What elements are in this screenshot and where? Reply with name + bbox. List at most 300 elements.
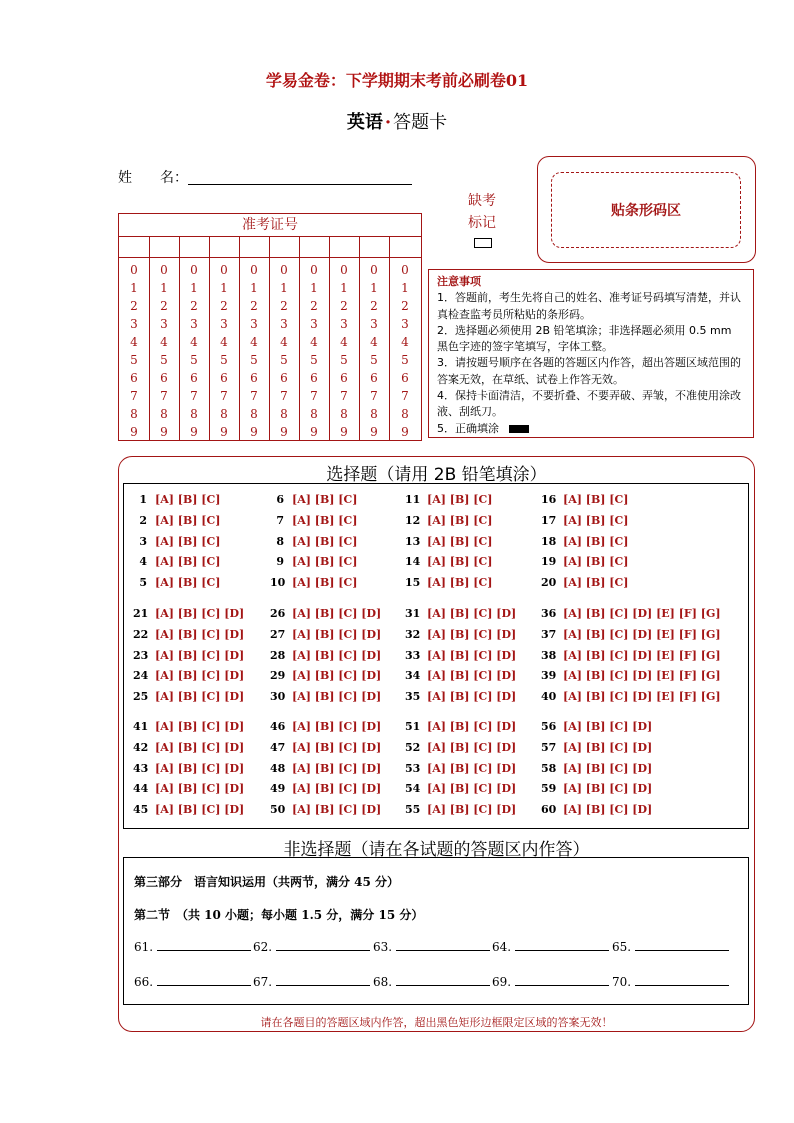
mc-question[interactable] (270, 782, 381, 795)
exam-id-digit[interactable]: 9 (370, 425, 378, 439)
exam-id-digit[interactable]: 2 (190, 299, 198, 313)
mc-question[interactable] (405, 720, 516, 733)
exam-id-digit[interactable]: 0 (160, 263, 168, 277)
exam-id-digit[interactable]: 7 (280, 389, 288, 403)
note-item (437, 421, 745, 437)
mc-question[interactable] (541, 555, 628, 568)
mc-question[interactable] (405, 535, 492, 548)
question-number: 11 (405, 493, 421, 506)
exam-id-digit[interactable]: 6 (280, 371, 288, 385)
answer-options[interactable]: [A] [B] [C] [D] (292, 782, 382, 796)
exam-id-digit-box[interactable] (119, 236, 149, 258)
question-number: 42 (133, 740, 149, 754)
exam-id-digit[interactable]: 8 (250, 407, 258, 421)
answer-options[interactable]: [A] [B] [C] [D] (292, 648, 382, 662)
exam-id-digits (149, 258, 179, 441)
answer-options[interactable]: [A] [B] [C] (427, 576, 493, 590)
mc-question[interactable] (270, 649, 381, 662)
exam-id-digit-box[interactable] (179, 236, 209, 258)
mc-question[interactable] (133, 535, 220, 548)
absent-mark-label (462, 190, 502, 234)
answer-options[interactable]: [A] [B] [C] (427, 493, 493, 506)
exam-id-digit-box[interactable] (239, 236, 269, 258)
question-number: 27 (270, 627, 286, 641)
exam-id-digit[interactable]: 0 (130, 263, 138, 277)
exam-id-digit[interactable]: 9 (250, 425, 258, 439)
mc-question[interactable] (405, 514, 492, 527)
exam-id-digit[interactable]: 8 (310, 407, 318, 421)
answer-options[interactable]: [A] [B] [C] [D] (563, 761, 653, 775)
absent-checkbox[interactable] (474, 238, 492, 248)
exam-id-column[interactable] (389, 236, 421, 440)
exam-id-digit[interactable]: 7 (220, 389, 228, 403)
blank-line[interactable] (276, 985, 370, 986)
answer-options[interactable]: [A] [B] [C] (292, 513, 358, 527)
blank-number: 67. (253, 975, 273, 989)
exam-id-digit[interactable]: 1 (370, 281, 378, 295)
mc-question[interactable] (270, 514, 357, 527)
mc-question[interactable] (270, 803, 381, 816)
answer-options[interactable]: [A] [B] [C] (563, 555, 629, 569)
exam-id-digit[interactable]: 0 (401, 263, 409, 277)
exam-id-column[interactable] (359, 236, 390, 440)
exam-id-digit[interactable]: 9 (280, 425, 288, 439)
mc-question[interactable] (541, 803, 652, 816)
answer-options[interactable]: [A] [B] [C] [D] (292, 740, 382, 754)
exam-id-digit[interactable]: 4 (250, 335, 258, 349)
question-number: 49 (270, 782, 286, 796)
exam-id-digit[interactable]: 7 (190, 389, 198, 403)
exam-id-digit[interactable]: 6 (310, 371, 318, 385)
exam-id-digit[interactable]: 2 (250, 299, 258, 313)
mc-question[interactable] (133, 555, 220, 568)
mc-question[interactable] (270, 535, 357, 548)
exam-id-digit[interactable]: 1 (130, 281, 138, 295)
blank-line[interactable] (635, 950, 729, 951)
mc-question[interactable] (405, 576, 492, 589)
exam-id-column[interactable] (209, 236, 240, 440)
exam-id-digit[interactable]: 2 (370, 299, 378, 313)
exam-id-digit[interactable]: 1 (280, 281, 288, 295)
question-number: 22 (133, 627, 149, 641)
answer-options[interactable]: [A] [B] [C] (563, 493, 629, 506)
answer-options[interactable]: [A] [B] [C] (292, 493, 358, 506)
question-number: 55 (405, 803, 421, 817)
answer-options[interactable]: [A] [B] [C] (155, 555, 221, 569)
question-number: 56 (541, 720, 557, 733)
exam-id-digit[interactable]: 9 (130, 425, 138, 439)
answer-options[interactable]: [A] [B] [C] [D] (155, 607, 245, 620)
section-two-heading: 第二节 （共 10 小题；每小题 1.5 分，满分 15 分） (134, 908, 424, 922)
blank-number: 62. (253, 940, 273, 954)
answer-options[interactable]: [A] [B] [C] (155, 493, 221, 506)
question-number: 48 (270, 761, 286, 775)
exam-id-digit[interactable]: 0 (340, 263, 348, 277)
answer-options[interactable]: [A] [B] [C] [D] (563, 740, 653, 754)
mc-question[interactable] (133, 803, 244, 816)
exam-id-digit[interactable]: 5 (160, 353, 168, 367)
blank-answer-item (253, 940, 370, 954)
mc-question[interactable] (405, 690, 516, 703)
mc-question[interactable] (405, 649, 516, 662)
answer-options[interactable]: [A] [B] [C] [D] (292, 669, 382, 683)
exam-id-digit[interactable]: 7 (130, 389, 138, 403)
exam-id-digit[interactable]: 4 (160, 335, 168, 349)
exam-id-digit[interactable]: 5 (340, 353, 348, 367)
answer-options[interactable]: [A] [B] [C] [D] (427, 669, 517, 683)
answer-options[interactable]: [A] [B] [C] [D] (427, 720, 517, 733)
exam-id-digit[interactable]: 8 (401, 407, 409, 421)
mc-question[interactable] (405, 803, 516, 816)
exam-id-digits (239, 258, 269, 441)
mc-question[interactable] (405, 762, 516, 775)
answer-options[interactable]: [A] [B] [C] [D] [E] [F] [G] (563, 669, 721, 683)
answer-options[interactable]: [A] [B] [C] [D] (427, 607, 517, 620)
answer-options[interactable]: [A] [B] [C] [D] (292, 607, 382, 620)
question-number: 9 (276, 555, 284, 569)
mc-question[interactable] (133, 493, 220, 506)
exam-id-digit[interactable]: 2 (130, 299, 138, 313)
mc-question[interactable] (541, 741, 652, 754)
exam-id-digits (209, 258, 239, 441)
exam-id-column[interactable] (149, 236, 180, 440)
exam-id-digit[interactable]: 8 (160, 407, 168, 421)
mc-question[interactable] (405, 555, 492, 568)
mc-question[interactable] (405, 669, 516, 682)
exam-id-digit[interactable]: 3 (130, 317, 138, 331)
answer-options[interactable]: [A] [B] [C] (427, 513, 493, 527)
note-item-text: 5．正确填涂 (437, 421, 499, 435)
answer-options[interactable]: [A] [B] [C] [D] (427, 782, 517, 796)
exam-id-digit[interactable]: 8 (220, 407, 228, 421)
exam-id-title: 准考证号 (119, 214, 421, 237)
mc-question[interactable] (541, 493, 628, 506)
mc-section-title: 选择题（请用 2B 铅笔填涂） (326, 465, 547, 485)
answer-options[interactable]: [A] [B] [C] [D] [E] [F] [G] (563, 627, 721, 641)
mc-question[interactable] (541, 649, 721, 662)
exam-id-digit[interactable]: 2 (160, 299, 168, 313)
exam-id-digit[interactable]: 1 (401, 281, 409, 295)
exam-id-digit[interactable]: 3 (310, 317, 318, 331)
blank-line[interactable] (515, 950, 609, 951)
exam-id-digit[interactable]: 9 (220, 425, 228, 439)
exam-id-digit-box[interactable] (389, 236, 421, 258)
exam-id-digit[interactable]: 3 (370, 317, 378, 331)
mc-question[interactable] (270, 762, 381, 775)
blank-line[interactable] (635, 985, 729, 986)
exam-id-digit-box[interactable] (269, 236, 299, 258)
question-number: 53 (405, 761, 421, 775)
exam-id-digit[interactable]: 4 (401, 335, 409, 349)
exam-id-digit[interactable]: 2 (401, 299, 409, 313)
exam-id-digits (179, 258, 209, 441)
answer-options[interactable]: [A] [B] [C] [D] (155, 740, 245, 754)
answer-options[interactable]: [A] [B] [C] [D] (427, 803, 517, 817)
exam-id-digit[interactable]: 1 (190, 281, 198, 295)
mc-question[interactable] (270, 493, 357, 506)
question-number: 19 (541, 555, 557, 569)
exam-id-digit[interactable]: 8 (190, 407, 198, 421)
answer-options[interactable]: [A] [B] [C] [D] (427, 627, 517, 641)
exam-id-digit[interactable]: 5 (220, 353, 228, 367)
blank-answer-item (612, 940, 729, 954)
exam-id-column[interactable] (299, 236, 330, 440)
question-number: 25 (133, 690, 149, 704)
exam-id-digit[interactable]: 9 (160, 425, 168, 439)
mc-question[interactable] (133, 607, 244, 620)
exam-id-digit[interactable]: 5 (190, 353, 198, 367)
answer-options[interactable]: [A] [B] [C] [D] [E] [F] [G] (563, 690, 721, 704)
mc-question[interactable] (405, 741, 516, 754)
exam-id-digit[interactable]: 4 (370, 335, 378, 349)
exam-id-digit[interactable]: 7 (250, 389, 258, 403)
question-number: 18 (541, 534, 557, 548)
blank-line[interactable] (157, 950, 251, 951)
mc-question[interactable] (270, 669, 381, 682)
exam-id-digit[interactable]: 7 (370, 389, 378, 403)
exam-id-digit[interactable]: 6 (190, 371, 198, 385)
mc-question[interactable] (541, 628, 721, 641)
question-number: 1 (139, 493, 147, 506)
exam-id-digit[interactable]: 8 (280, 407, 288, 421)
mc-question[interactable] (133, 628, 244, 641)
question-number: 35 (405, 690, 421, 704)
mc-question[interactable] (133, 782, 244, 795)
exam-id-column[interactable] (329, 236, 360, 440)
exam-id-digit[interactable]: 3 (160, 317, 168, 331)
mc-question[interactable] (541, 576, 628, 589)
question-number: 34 (405, 669, 421, 683)
question-number: 4 (139, 555, 147, 569)
answer-options[interactable]: [A] [B] [C] [D] (427, 740, 517, 754)
exam-id-digit[interactable]: 6 (220, 371, 228, 385)
blank-number: 70. (612, 975, 632, 989)
answer-options[interactable]: [A] [B] [C] (155, 576, 221, 590)
blank-line[interactable] (157, 985, 251, 986)
answer-options[interactable]: [A] [B] [C] (155, 513, 221, 527)
exam-id-digit[interactable]: 3 (190, 317, 198, 331)
answer-options[interactable]: [A] [B] [C] (563, 513, 629, 527)
exam-id-digit[interactable]: 5 (250, 353, 258, 367)
answer-options[interactable]: [A] [B] [C] [D] (292, 690, 382, 704)
exam-id-column[interactable] (239, 236, 270, 440)
mc-question[interactable] (541, 535, 628, 548)
answer-options[interactable]: [A] [B] [C] [D] (292, 720, 382, 733)
answer-options[interactable]: [A] [B] [C] (292, 534, 358, 548)
exam-id-digit[interactable]: 8 (340, 407, 348, 421)
exam-id-digit[interactable]: 4 (130, 335, 138, 349)
mc-question[interactable] (270, 690, 381, 703)
exam-id-digit[interactable]: 1 (310, 281, 318, 295)
exam-id-digit[interactable]: 3 (340, 317, 348, 331)
exam-id-digit[interactable]: 6 (370, 371, 378, 385)
blank-line[interactable] (276, 950, 370, 951)
exam-id-digit[interactable]: 5 (280, 353, 288, 367)
exam-id-digit[interactable]: 5 (370, 353, 378, 367)
mc-question[interactable] (133, 720, 244, 733)
blank-number: 61. (134, 940, 154, 954)
exam-id-digit[interactable]: 0 (310, 263, 318, 277)
exam-id-digit-box[interactable] (329, 236, 359, 258)
exam-id-digit[interactable]: 0 (280, 263, 288, 277)
question-number: 41 (133, 720, 149, 733)
answer-options[interactable]: [A] [B] [C] [D] (155, 669, 245, 683)
answer-options[interactable]: [A] [B] [C] [D] (563, 720, 653, 733)
mc-question[interactable] (270, 607, 381, 620)
mc-question[interactable] (133, 514, 220, 527)
footer-warning: 请在各题目的答题区域内作答，超出黑色矩形边框限定区域的答案无效！ (260, 1016, 613, 1029)
mc-question[interactable] (541, 607, 721, 620)
mc-question[interactable] (405, 493, 492, 506)
question-number: 38 (541, 648, 557, 662)
exam-id-column[interactable] (119, 236, 150, 440)
mc-question[interactable] (541, 514, 628, 527)
mc-question[interactable] (270, 741, 381, 754)
question-number: 32 (405, 627, 421, 641)
exam-id-digit[interactable]: 5 (401, 353, 409, 367)
exam-id-digit[interactable]: 0 (250, 263, 258, 277)
main-title: 学易金卷：下学期期末考前必刷卷01 (265, 71, 529, 90)
mc-question[interactable] (270, 555, 357, 568)
mc-question[interactable] (405, 782, 516, 795)
exam-id-digit[interactable]: 9 (401, 425, 409, 439)
answer-options[interactable]: [A] [B] [C] [D] (155, 690, 245, 704)
exam-id-digit[interactable]: 2 (220, 299, 228, 313)
exam-id-digit[interactable]: 3 (220, 317, 228, 331)
question-number: 26 (270, 607, 286, 620)
answer-options[interactable]: [A] [B] [C] [D] (292, 803, 382, 817)
exam-id-digit[interactable]: 6 (130, 371, 138, 385)
exam-id-digit[interactable]: 3 (250, 317, 258, 331)
mc-question[interactable] (133, 649, 244, 662)
answer-options[interactable]: [A] [B] [C] [D] (292, 761, 382, 775)
mc-question[interactable] (133, 690, 244, 703)
exam-id-digit[interactable]: 7 (340, 389, 348, 403)
exam-id-digit[interactable]: 1 (220, 281, 228, 295)
mc-question[interactable] (541, 782, 652, 795)
answer-options[interactable]: [A] [B] [C] [D] (563, 782, 653, 796)
mc-question[interactable] (133, 576, 220, 589)
exam-id-digit[interactable]: 3 (401, 317, 409, 331)
exam-id-digit[interactable]: 1 (340, 281, 348, 295)
mc-question[interactable] (405, 607, 516, 620)
exam-id-digit[interactable]: 8 (130, 407, 138, 421)
exam-id-digit[interactable]: 1 (250, 281, 258, 295)
exam-id-digit[interactable]: 4 (310, 335, 318, 349)
exam-id-digit[interactable]: 5 (130, 353, 138, 367)
answer-options[interactable]: [A] [B] [C] (427, 534, 493, 548)
mc-question[interactable] (270, 576, 357, 589)
exam-id-digit[interactable]: 2 (310, 299, 318, 313)
mc-question[interactable] (270, 720, 381, 733)
mc-question[interactable] (133, 741, 244, 754)
exam-id-digit[interactable]: 0 (190, 263, 198, 277)
mc-question[interactable] (541, 720, 652, 733)
name-field[interactable] (188, 184, 412, 185)
exam-id-digit[interactable]: 9 (190, 425, 198, 439)
exam-id-column[interactable] (179, 236, 210, 440)
exam-id-digit-box[interactable] (209, 236, 239, 258)
blank-line[interactable] (396, 985, 490, 986)
note-item: 1．答题前，考生先将自己的姓名、准考证号码填写清楚，并认真检查监考员所粘贴的条形码。 (437, 291, 741, 321)
answer-options[interactable]: [A] [B] [C] [D] (427, 690, 517, 704)
question-number: 16 (541, 493, 557, 506)
answer-options[interactable]: [A] [B] [C] (292, 555, 358, 569)
mc-question[interactable] (133, 762, 244, 775)
exam-id-digit[interactable]: 6 (340, 371, 348, 385)
answer-options[interactable]: [A] [B] [C] [D] (155, 720, 245, 733)
note-item: 3．请按题号顺序在各题的答题区内作答，超出答题区域范围的答案无效，在草纸、试卷上作答无效。 (437, 356, 741, 386)
answer-options[interactable]: [A] [B] [C] [D] (155, 627, 245, 641)
exam-id-column[interactable] (269, 236, 300, 440)
exam-id-digit[interactable]: 7 (401, 389, 409, 403)
blank-line[interactable] (396, 950, 490, 951)
exam-id-digit[interactable]: 5 (310, 353, 318, 367)
exam-id-digit[interactable]: 6 (401, 371, 409, 385)
exam-id-digit[interactable]: 4 (280, 335, 288, 349)
exam-id-digit-box[interactable] (149, 236, 179, 258)
exam-id-digit-box[interactable] (359, 236, 389, 258)
exam-id-digit[interactable]: 0 (220, 263, 228, 277)
exam-id-digit[interactable]: 4 (220, 335, 228, 349)
exam-id-digit[interactable]: 6 (160, 371, 168, 385)
mc-question[interactable] (405, 628, 516, 641)
answer-options[interactable]: [A] [B] [C] (563, 576, 629, 590)
exam-id-digit[interactable]: 4 (340, 335, 348, 349)
exam-id-digit[interactable]: 9 (310, 425, 318, 439)
answer-options[interactable]: [A] [B] [C] [D] (155, 782, 245, 796)
answer-options[interactable]: [A] [B] [C] [D] (292, 627, 382, 641)
exam-id-digit[interactable]: 8 (370, 407, 378, 421)
blank-line[interactable] (515, 985, 609, 986)
question-number: 10 (270, 576, 286, 590)
exam-id-digit[interactable]: 3 (280, 317, 288, 331)
sub-title (0, 108, 794, 134)
answer-options[interactable]: [A] [B] [C] (155, 534, 221, 548)
answer-options[interactable]: [A] [B] [C] [D] (563, 803, 653, 817)
exam-id-digit[interactable]: 1 (160, 281, 168, 295)
mc-question[interactable] (133, 669, 244, 682)
answer-options[interactable]: [A] [B] [C] [D] (155, 761, 245, 775)
absent-label-line2: 标记 (468, 215, 496, 231)
answer-options[interactable]: [A] [B] [C] (563, 534, 629, 548)
exam-id-digit-box[interactable] (299, 236, 329, 258)
answer-options[interactable]: [A] [B] [C] [D] [E] [F] [G] (563, 607, 721, 620)
exam-id-digit[interactable]: 4 (190, 335, 198, 349)
answer-options[interactable]: [A] [B] [C] [D] (427, 761, 517, 775)
exam-id-digit[interactable]: 0 (370, 263, 378, 277)
answer-options[interactable]: [A] [B] [C] [D] (155, 648, 245, 662)
mc-question[interactable] (541, 669, 721, 682)
exam-id-digit[interactable]: 2 (280, 299, 288, 313)
answer-options[interactable]: [A] [B] [C] [D] (427, 648, 517, 662)
exam-id-digit[interactable]: 2 (340, 299, 348, 313)
exam-id-digit[interactable]: 7 (310, 389, 318, 403)
exam-id-digit[interactable]: 7 (160, 389, 168, 403)
exam-id-digit[interactable]: 6 (250, 371, 258, 385)
mc-question[interactable] (541, 762, 652, 775)
answer-options[interactable]: [A] [B] [C] (292, 576, 358, 590)
exam-id-digit[interactable]: 9 (340, 425, 348, 439)
answer-options[interactable]: [A] [B] [C] [D] [E] [F] [G] (563, 648, 721, 662)
answer-options[interactable]: [A] [B] [C] [D] (155, 803, 245, 817)
answer-options[interactable]: [A] [B] [C] (427, 555, 493, 569)
question-number: 46 (270, 720, 286, 733)
mc-question[interactable] (270, 628, 381, 641)
name-label: 姓 名： (118, 170, 188, 186)
blank-answer-item (134, 975, 251, 989)
mc-question[interactable] (541, 690, 721, 703)
